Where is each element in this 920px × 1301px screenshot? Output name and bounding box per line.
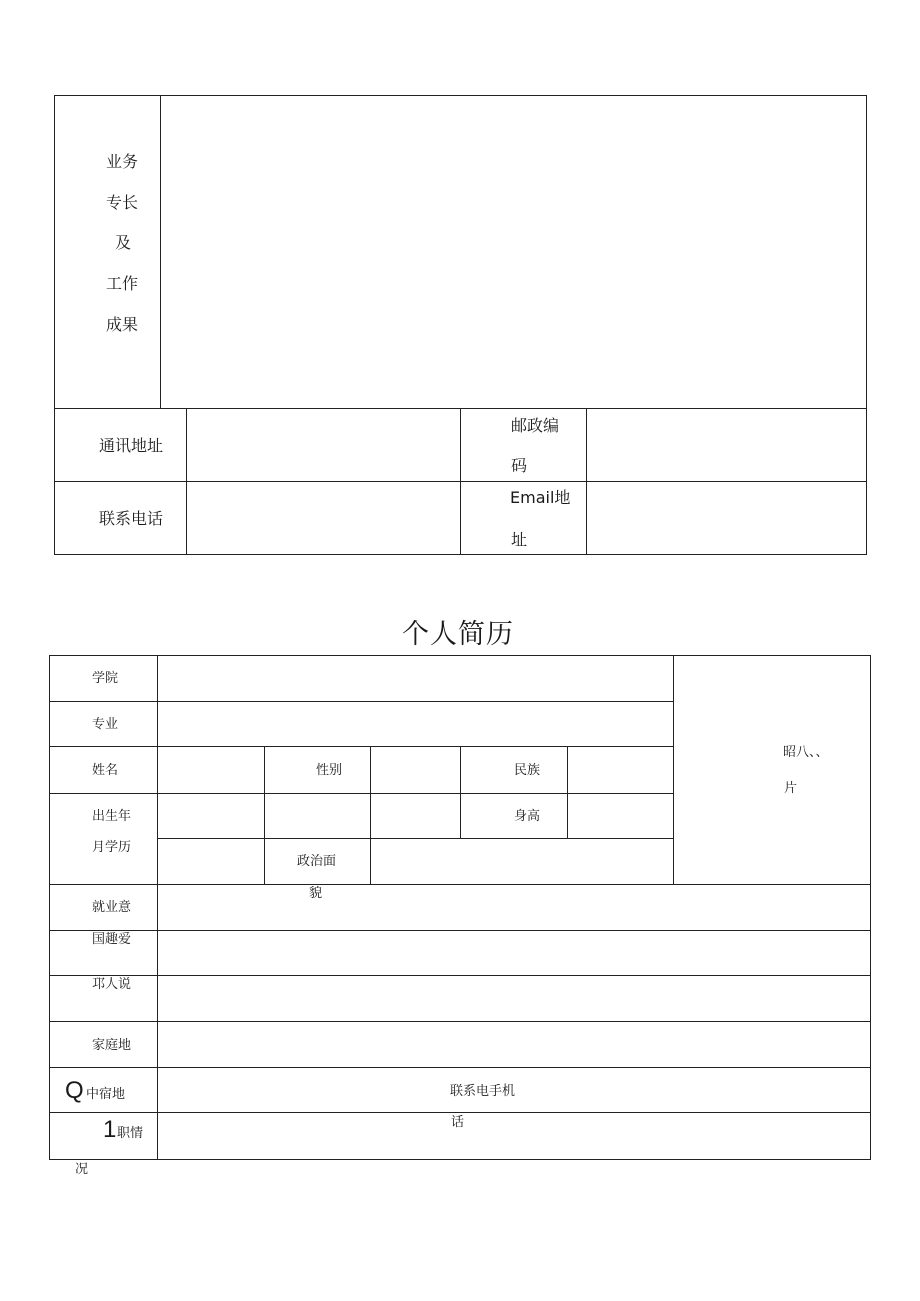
- duty-label: 职情: [117, 1126, 144, 1141]
- college-label: 学院: [92, 671, 119, 686]
- birth-input[interactable]: [159, 795, 263, 837]
- dorm-label: 中宿地: [86, 1087, 126, 1102]
- resume-border: [370, 746, 371, 885]
- birth-extra-input-2[interactable]: [372, 795, 459, 837]
- major-input[interactable]: [159, 703, 672, 745]
- resume-border: [49, 655, 50, 1160]
- email-label: Email地: [510, 488, 571, 507]
- duty-input[interactable]: [159, 1114, 869, 1158]
- resume-border: [157, 838, 674, 839]
- mobile-label-2: 话: [451, 1115, 465, 1130]
- expertise-label-4: 工作: [106, 274, 139, 293]
- resume-border: [49, 655, 871, 656]
- page-title: 个人简历: [402, 619, 514, 650]
- resume-border: [49, 746, 674, 747]
- birth-extra-input[interactable]: [266, 795, 369, 837]
- height-label: 身高: [514, 809, 541, 824]
- home-address-label: 家庭地: [92, 1038, 132, 1053]
- political-label-2: 貌: [309, 886, 323, 901]
- major-label: 专业: [92, 717, 119, 732]
- expertise-label-1: 业务: [106, 152, 139, 171]
- resume-border: [49, 793, 674, 794]
- name-label: 姓名: [92, 763, 119, 778]
- college-input[interactable]: [159, 657, 672, 700]
- resume-border: [673, 655, 674, 885]
- resume-border: [49, 975, 871, 976]
- top-form-border: [160, 95, 161, 408]
- top-form-border: [586, 408, 587, 555]
- resume-border: [49, 1112, 871, 1113]
- address-input[interactable]: [188, 410, 459, 480]
- resume-border: [49, 884, 871, 885]
- postcode-label: 邮政编: [511, 416, 560, 435]
- phone-label: 联系电话: [99, 509, 164, 528]
- birth-label: 出生年: [92, 809, 132, 824]
- height-input[interactable]: [569, 795, 672, 837]
- address-label: 通讯地址: [99, 436, 164, 455]
- postcode-input[interactable]: [588, 410, 865, 480]
- hobby-label: 国趣爱: [92, 932, 132, 947]
- political-label: 政治面: [297, 854, 337, 869]
- education-label: 月学历: [92, 840, 132, 855]
- job-intent-label: 就业意: [92, 900, 132, 915]
- photo-label-2: 片: [784, 781, 798, 796]
- expertise-label-5: 成果: [106, 315, 139, 334]
- duty-mark: 1: [103, 1116, 117, 1143]
- duty-label-2: 况: [75, 1162, 89, 1177]
- gender-label: 性别: [316, 763, 343, 778]
- top-form-border: [54, 95, 55, 555]
- job-intent-input[interactable]: [159, 886, 869, 929]
- top-form-border: [460, 408, 461, 555]
- resume-border: [49, 1021, 871, 1022]
- self-intro-input[interactable]: [159, 977, 869, 1020]
- top-form-border: [54, 95, 867, 96]
- education-input[interactable]: [159, 840, 263, 883]
- resume-border: [49, 701, 674, 702]
- email-input[interactable]: [588, 483, 865, 553]
- top-form-border: [186, 408, 187, 555]
- gender-input[interactable]: [372, 748, 459, 792]
- resume-border: [157, 655, 158, 1160]
- self-intro-label: 邛人说: [92, 977, 132, 992]
- home-address-input[interactable]: [159, 1023, 869, 1066]
- dorm-mark: Q: [65, 1077, 84, 1104]
- email-label-2: 址: [511, 530, 528, 549]
- phone-input[interactable]: [188, 483, 459, 553]
- resume-border: [49, 930, 871, 931]
- resume-border: [49, 1159, 871, 1160]
- expertise-label-2: 专长: [106, 193, 139, 212]
- resume-border: [460, 746, 461, 839]
- expertise-label-3: 及: [115, 233, 132, 252]
- mobile-label: 联系电手机: [450, 1084, 516, 1099]
- name-input[interactable]: [159, 748, 263, 792]
- hobby-input[interactable]: [159, 932, 869, 974]
- expertise-input[interactable]: [162, 97, 865, 407]
- resume-border: [870, 655, 871, 1160]
- resume-border: [567, 746, 568, 839]
- political-input[interactable]: [372, 840, 672, 883]
- resume-border: [49, 1067, 871, 1068]
- resume-border: [264, 746, 265, 885]
- ethnicity-label: 民族: [514, 763, 541, 778]
- photo-box[interactable]: [675, 657, 869, 883]
- ethnicity-input[interactable]: [569, 748, 672, 792]
- photo-label: 昭八、、: [783, 745, 829, 760]
- postcode-label-2: 码: [511, 456, 528, 475]
- top-form-border: [866, 95, 867, 555]
